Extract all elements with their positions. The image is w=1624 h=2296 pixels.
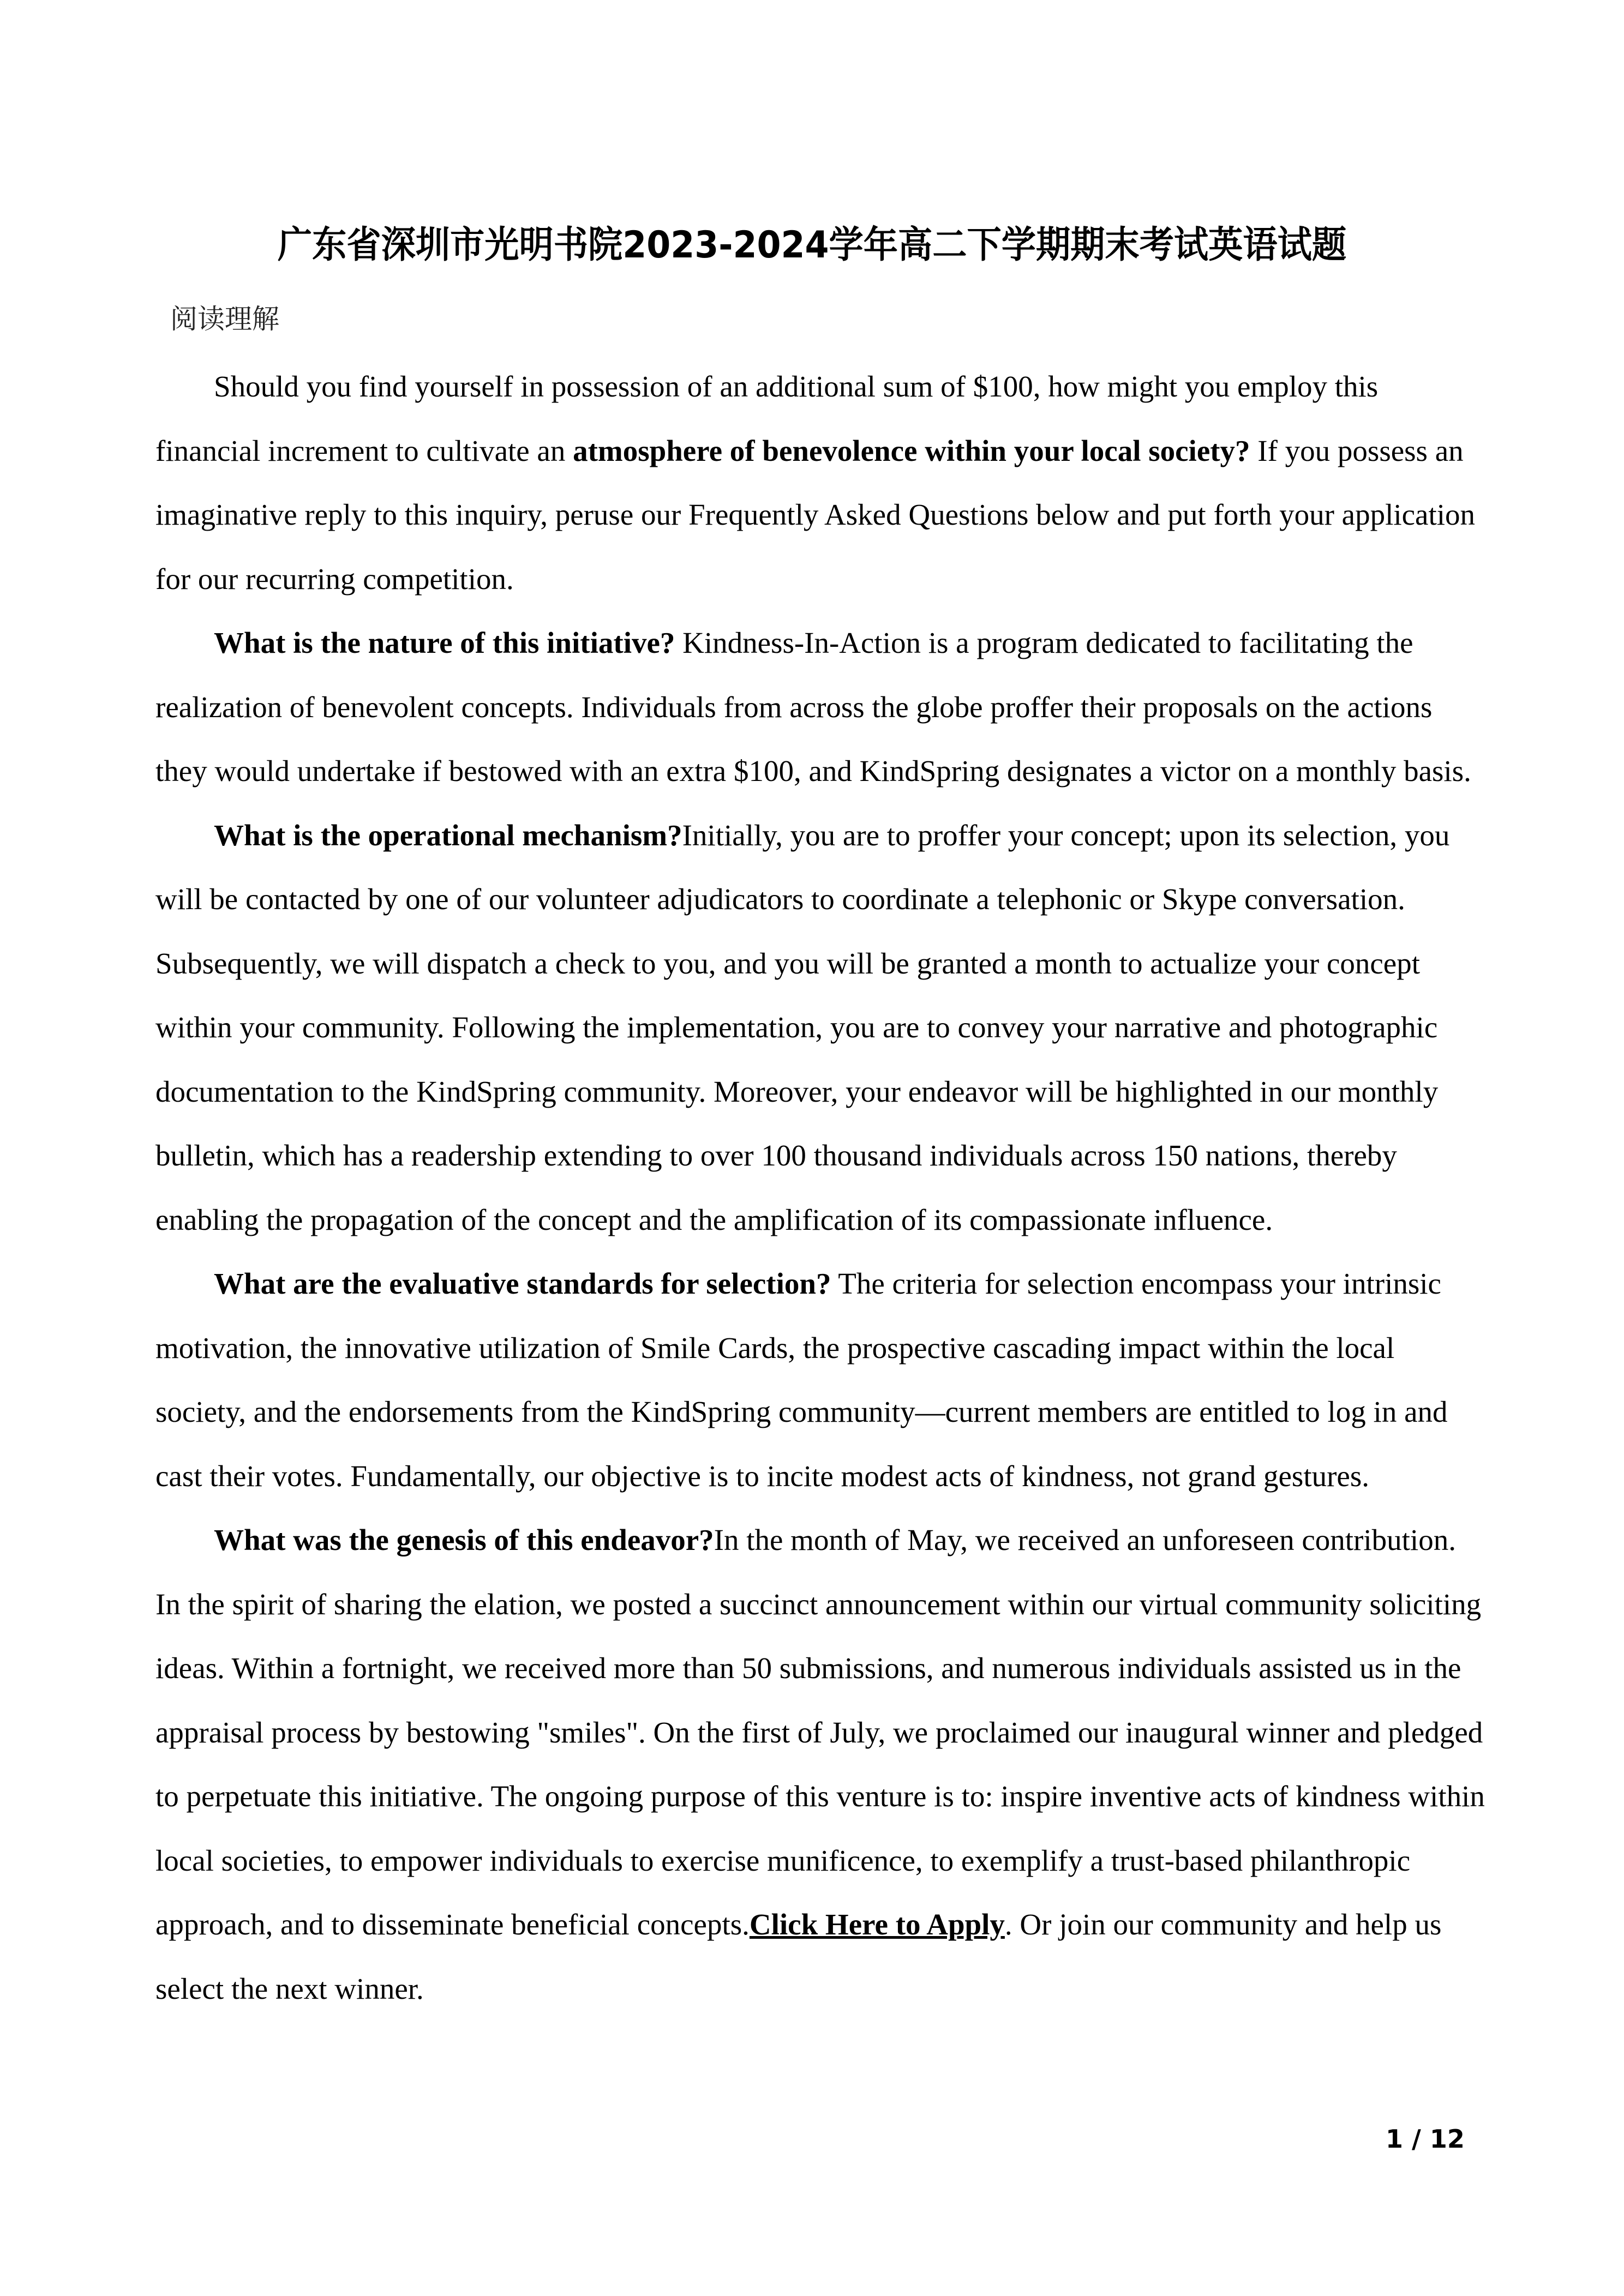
faq-answer: The criteria for selection encompass your intrinsic motivation, the innovative utilization of Smile Cards, the prospective cascading impact within the local society, and the endorsements from the KindSpring community—current members are entitled to log in and cast their votes. Fundamentally, our objective is to incite modest acts of kindness, not grand gestures. (155, 1267, 1448, 1493)
faq-paragraph-nature (155, 611, 1487, 803)
page-number: 1 / 12 (1386, 2124, 1465, 2154)
faq-paragraph-genesis (155, 1508, 1487, 2021)
paragraph-intro (155, 354, 1487, 611)
passage (155, 354, 1487, 2021)
paragraph-text: Should you find yourself in possession of an additional sum of $100, how might you employ this financial increment to cultivate an (155, 370, 1379, 467)
faq-answer-tail: . Or join our community and help us select the next winner. (155, 1908, 1442, 2005)
faq-question: What are the evaluative standards for selection? (214, 1267, 831, 1300)
section-label: 阅读理解 (170, 303, 279, 335)
document-title: 广东省深圳市光明书院2023-2024学年高二下学期期末考试英语试题 (277, 224, 1347, 267)
paragraph-emphasis: atmosphere of benevolence within your local society? (573, 434, 1250, 467)
paragraph-text: If you possess an imaginative reply to this inquiry, peruse our Frequently Asked Questions below and put forth your application for our recurring competition. (155, 434, 1476, 596)
faq-answer: Initially, you are to proffer your concept; upon its selection, you will be contacted by one of our volunteer adjudicators to coordinate a telephonic or Skype conversation. Subsequently, we will dispatch a check to you, and you will be granted a month to actualize your concept within your community. Following the implementation, you are to convey your narrative and photographic documentation to the KindSpring community. Moreover, your endeavor will be highlighted in our monthly bulletin, which has a readership extending to over 100 thousand individuals across 150 nations, thereby enabling the propagation of the concept and the amplification of its compassionate influence. (155, 818, 1450, 1236)
apply-link[interactable]: Click Here to Apply (749, 1908, 1005, 1941)
faq-paragraph-mechanism (155, 803, 1487, 1252)
faq-question: What is the operational mechanism? (214, 818, 682, 852)
faq-paragraph-criteria (155, 1252, 1487, 1508)
faq-answer: Kindness-In-Action is a program dedicated to facilitating the realization of benevolent concepts. Individuals from across the globe proffer their proposals on the actions they would undertake if bestowed with an extra $100, and KindSpring designates a victor on a monthly basis. (155, 626, 1471, 788)
faq-question: What was the genesis of this endeavor? (214, 1523, 714, 1556)
faq-answer: In the month of May, we received an unforeseen contribution. In the spirit of sharing the elation, we posted a succinct announcement within our virtual community soliciting ideas. Within a fortnight, we received more than 50 submissions, and numerous individuals assisted us in the appraisal process by bestowing "smiles". On the first of July, we proclaimed our inaugural winner and pledged to perpetuate this initiative. The ongoing purpose of this venture is to: inspire inventive acts of kindness within local societies, to empower individuals to exercise munificence, to exemplify a trust-based philanthropic approach, and to disseminate beneficial concepts. (155, 1523, 1485, 1941)
faq-question: What is the nature of this initiative? (214, 626, 675, 659)
